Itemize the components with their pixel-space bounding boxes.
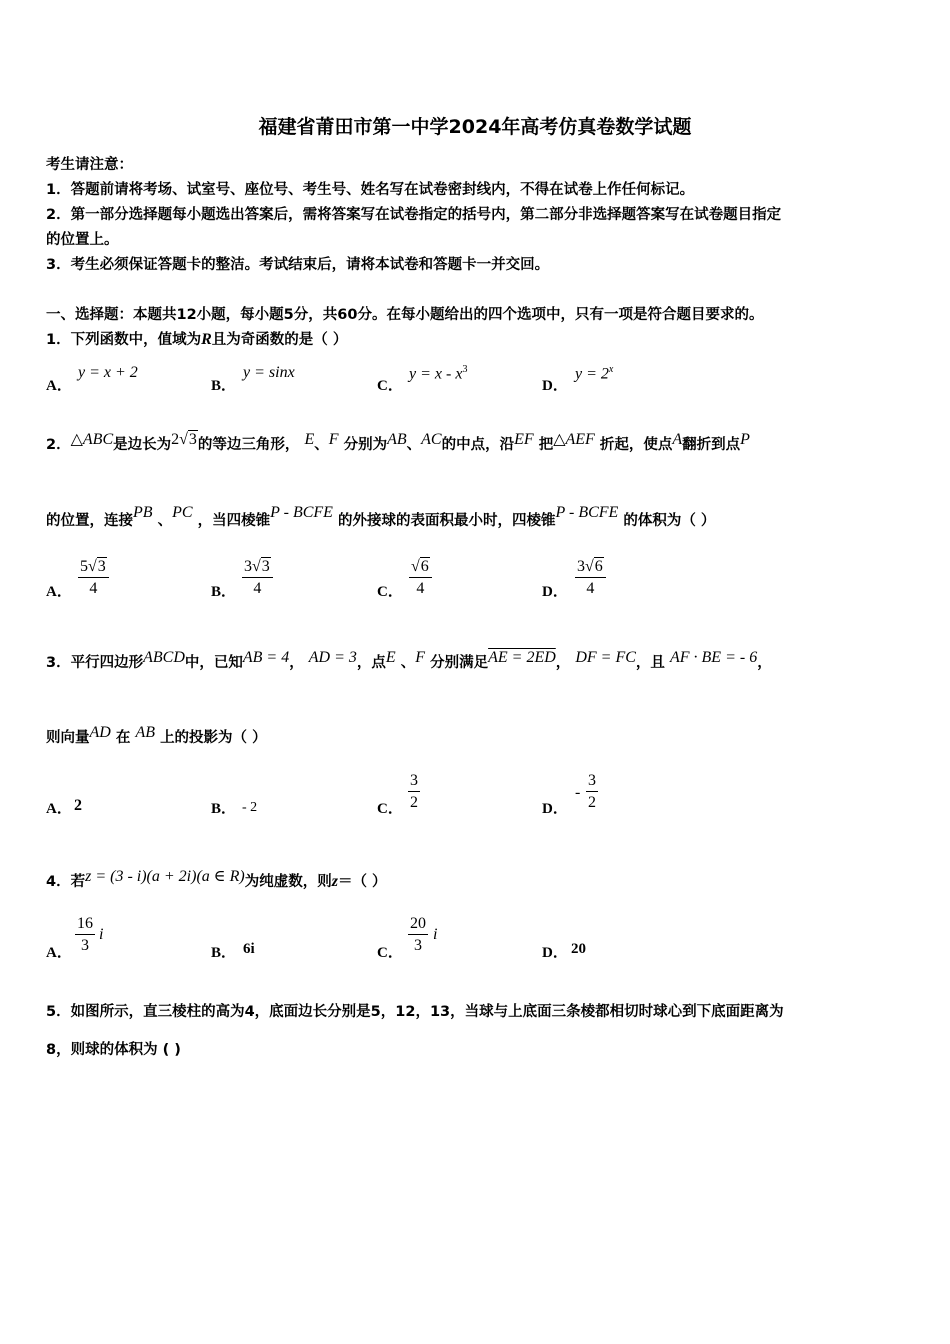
q1-option-a-label: A．	[46, 378, 72, 394]
q1-option-d-label: D．	[542, 378, 568, 394]
q4-option-a: $\frac{16}{3}$	[77, 915, 93, 954]
q1-stem-b: 且为奇函数的是（ ）	[211, 332, 348, 348]
q1-option-c-label: C．	[377, 378, 403, 394]
notice-item-1: 1．答题前请将考场、试室号、座位号、考生号、姓名写在试卷密封线内，不得在试卷上作任何标记。	[46, 182, 695, 198]
notice-heading: 考生请注意：	[46, 157, 133, 173]
q3-option-d: $\frac{3}{2}$	[588, 772, 596, 811]
q2-option-c: $\frac{√6}{4}$	[409, 558, 432, 598]
q2-option-d: $\frac{3√6}{4}$	[575, 558, 606, 598]
q4-option-c: $\frac{20}{3}$	[410, 915, 426, 954]
q3-option-c: $\frac{3}{2}$	[410, 772, 418, 811]
q1-stem-R: R	[201, 331, 212, 348]
q2-option-b: $\frac{3√3}{4}$	[242, 558, 273, 598]
q3-option-c-label: C．	[377, 801, 403, 817]
q3-option-d-sign: -	[575, 784, 581, 801]
page-title: 福建省莆田市第一中学2024年高考仿真卷数学试题	[258, 116, 692, 138]
q4-option-c-label: C．	[377, 945, 403, 961]
q3-stem-line2: 则向量AD 在 AB 上的投影为（ ）	[46, 724, 267, 746]
q1-option-a: y = x + 2	[78, 364, 138, 381]
q4-option-d: 20	[571, 941, 586, 957]
q2-option-d-label: D．	[542, 584, 568, 600]
q1-option-b: y = sinx	[243, 364, 295, 381]
notice-item-2: 2．第一部分选择题每小题选出答案后，需将答案写在试卷指定的括号内，第二部分非选择题答案写在试卷题目指定	[46, 207, 782, 223]
q4-option-a-i: i	[99, 926, 104, 943]
q5-stem-line1: 5．如图所示，直三棱柱的高为4，底面边长分别是5，12，13，当球与上底面三条棱都相切时球心到下底面距离为	[46, 1004, 784, 1020]
notice-item-2-cont: 的位置上。	[46, 232, 119, 248]
q3-option-b: - 2	[242, 800, 258, 815]
q1-option-c: $y = x - x^3$	[409, 364, 468, 383]
q2-option-b-label: B．	[211, 584, 237, 600]
q4-stem: 4．若z = (3 - i)(a + 2i)(a ∈ R)为纯虚数，则z＝（ ）	[46, 868, 387, 890]
q1-option-d: $y = 2^x$	[575, 364, 614, 383]
q3-option-a: 2	[74, 797, 82, 814]
q4-option-d-label: D．	[542, 945, 568, 961]
q1-stem	[46, 328, 347, 349]
q3-stem-line1: 3．平行四边形ABCD中，已知AB = 4， AD = 3，点E 、F 分别满足AE = 2ED， DF = FC，且 AF · BE = - 6，	[46, 649, 772, 671]
section-heading: 一、选择题：本题共12小题，每小题5分，共60分。在每小题给出的四个选项中，只有一项是符合题目要求的。	[46, 307, 764, 323]
q1-stem-a: 1．下列函数中，值域为	[46, 332, 202, 348]
q3-option-b-label: B．	[211, 801, 237, 817]
q4-option-c-i: i	[433, 926, 438, 943]
q2-option-a-label: A．	[46, 584, 72, 600]
q4-option-b-label: B．	[211, 945, 237, 961]
q1-option-b-label: B．	[211, 378, 237, 394]
q4-option-b: 6i	[243, 941, 255, 957]
q2-stem-line2: 的位置，连接PB 、PC ，当四棱锥P - BCFE 的外接球的表面积最小时，四棱锥P - BCFE 的体积为（ ）	[46, 504, 716, 529]
q3-option-a-label: A．	[46, 801, 72, 817]
q3-option-d-label: D．	[542, 801, 568, 817]
q2-option-c-label: C．	[377, 584, 403, 600]
q5-stem-line2: 8，则球的体积为 ( )	[46, 1042, 181, 1058]
q4-option-a-label: A．	[46, 945, 72, 961]
q2-option-a: $\frac{5√3}{4}$	[78, 558, 109, 598]
q2-stem-line1: 2．△ABC是边长为2√3的等边三角形， E、F 分别为AB、AC的中点，沿EF 把△AEF 折起，使点A翻折到点P	[46, 431, 750, 453]
notice-item-3: 3．考生必须保证答题卡的整洁。考试结束后，请将本试卷和答题卡一并交回。	[46, 257, 550, 273]
